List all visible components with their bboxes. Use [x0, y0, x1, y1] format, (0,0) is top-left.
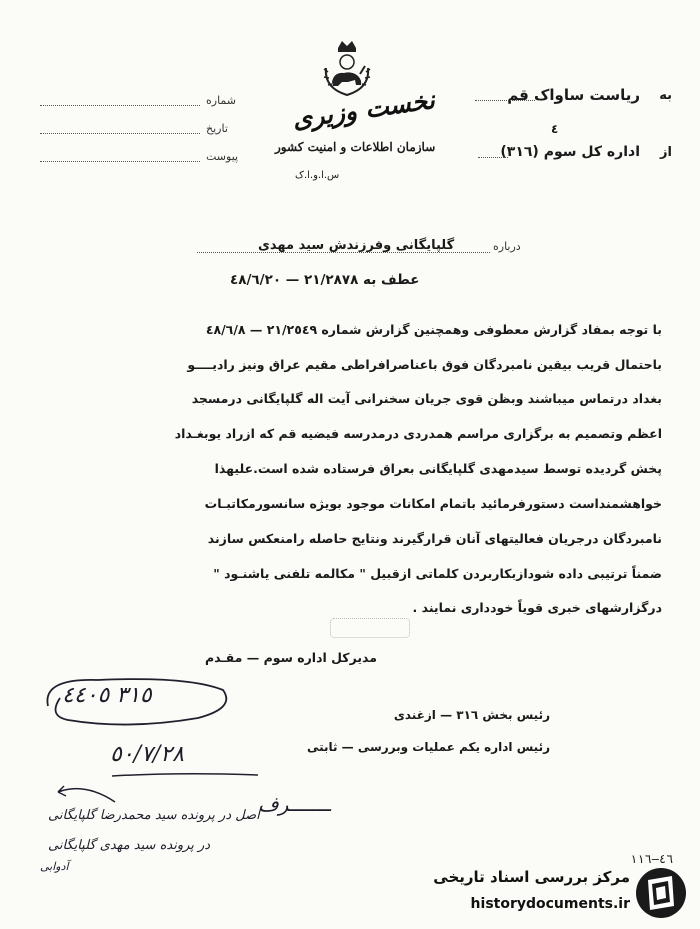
- from-prefix: از: [660, 145, 672, 160]
- director-signature: مدیرکل اداره سوم — مقـدم: [205, 650, 378, 665]
- number-label: شماره: [206, 94, 237, 107]
- body-line-7: نامبردگان درجریان فعالیتهای آنان قرارگیرند ونتایج حاصله رامنعکس سازند: [207, 531, 662, 546]
- body-line-4: اعظم وتصمیم به برگزاری مراسم همدردی درمدرسه فیضیه قم که ازراد یوبغـداد: [174, 426, 662, 441]
- watermark-text-en: historydocuments.ir: [470, 896, 630, 912]
- archive-logo-icon: [634, 866, 688, 920]
- body-line-2: باحتمال قریب بیقین نامبردگان فوق باعناصرافراطی مقیم عراق ونیز رادیــــو: [187, 357, 662, 372]
- handwritten-note-line-1: اصل در پرونده سید محمدرضا گلپایگانی: [48, 808, 260, 823]
- handwritten-circled-number: ٣١٥ ٤٤٠٥: [62, 683, 152, 708]
- body-line-1: با توجه بمفاد گزارش معطوفی وهمچنین گزارش شماره ٢١/٢٥٤٩ — ٤٨/٦/٨: [205, 322, 662, 337]
- handwritten-arrow-icon: [50, 780, 120, 810]
- official-line-2: رئیس اداره یکم عملیات وبررسی — ثابتی: [306, 740, 550, 754]
- subject-prefix: درباره: [493, 240, 521, 253]
- date-dotline: [40, 133, 200, 134]
- body-line-3: بغداد درتماس میباشند وبظن قوی جریان سخنرانی آیت اله گلپایگانی درمسجد: [191, 391, 662, 406]
- watermark-logo: [410, 862, 692, 924]
- watermark-text-fa: مرکز بررسی اسناد تاریخی: [433, 868, 630, 886]
- from-value: اداره کل سوم (٣١٦): [500, 144, 640, 160]
- org-subtitle: سازمان اطلاعات و امنیت کشور: [275, 140, 436, 154]
- small-mark: ٤: [551, 122, 559, 136]
- subject-text: گلپایگانی وفرزندش سید مهدی: [258, 238, 455, 253]
- handwritten-note-tail: آدوابی: [40, 860, 69, 873]
- date-label: تاریخ: [206, 122, 228, 135]
- body-line-6: خواهشمنداست دستورفرمائید باتمام امکانات موجود بویژه سانسورمکاتبـات: [204, 496, 662, 511]
- body-line-5: پخش گردیده توسط سیدمهدی گلپایگانی بعراق فرستاده شده است.علیهذا: [214, 461, 662, 476]
- org-code: س.ا.و.ا.ک: [295, 170, 340, 181]
- lion-and-sun-emblem-icon: [318, 38, 376, 98]
- page-code: ٤٦–١١٦: [630, 852, 674, 866]
- to-value: ریاست ساواک قم: [507, 86, 640, 104]
- handwritten-date: ٥٠/٧/٢٨: [110, 742, 184, 767]
- body-line-9: درگزارشهای خبری قویاً خودداری نمایند .: [412, 600, 662, 615]
- to-dotline: [475, 100, 535, 101]
- attachment-label: پیوست: [206, 150, 239, 163]
- reference-line: عطف به ٢١/٢٨٧٨ — ٤٨/٦/٢٠: [230, 272, 420, 288]
- handwritten-note-line-2: در پرونده سید مهدی گلپایگانی: [48, 838, 211, 853]
- handwritten-underline-icon: [110, 770, 260, 780]
- body-line-8: ضمناً ترتیبی داده شودازبکاربردن کلماتی ازقبیل " مکالمه تلفنی یاشنـود ": [213, 566, 662, 581]
- number-dotline: [40, 105, 200, 106]
- handwritten-signature-scrawl: ـــــــرف: [258, 792, 331, 816]
- to-prefix: به: [659, 88, 672, 103]
- attachment-dotline: [40, 161, 200, 162]
- faint-stamp-mark: [330, 618, 410, 638]
- from-dotline: [478, 157, 508, 158]
- org-title: نخست وزیری: [290, 85, 437, 134]
- official-line-1: رئیس بخش ٣١٦ — ازغندی: [393, 708, 550, 722]
